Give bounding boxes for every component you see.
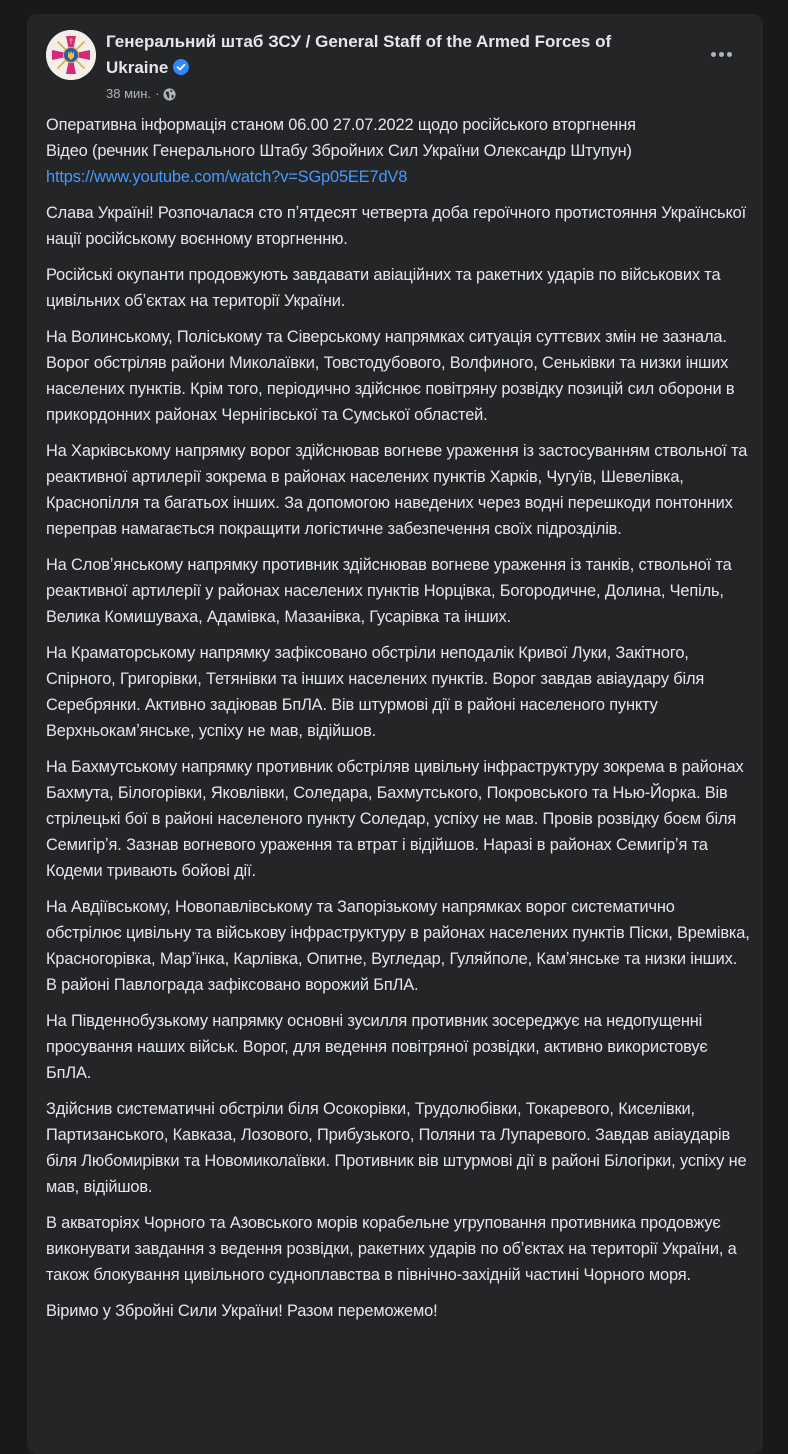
avatar[interactable] — [46, 30, 96, 80]
post-paragraph: На Краматорському напрямку зафіксовано обстріли неподалік Кривої Луки, Закітного, Спірного, Григорівки, Тетянівки та інших населених пунктів. Ворог завдав авіаудару біля Серебрянки. Активно задіював БпЛА. Вів штурмові дії в районі населеного пункту Верхньокамʼянське, успіху не мав, відійшов. — [46, 644, 705, 740]
page-name-link[interactable] — [106, 29, 666, 81]
youtube-video-link[interactable]: https://www.youtube.com/watch?v=SGp05EE7dV8 — [46, 168, 408, 186]
more-options-button[interactable] — [703, 36, 739, 72]
intro-paragraph — [46, 112, 752, 190]
post-paragraph: В акваторіях Чорного та Азовського морів корабельне угруповання противника продовжує виконувати завдання з ведення розвідки, ракетних ударів по обʼєктах на території України, а також блокування цивільного судноплавства в північно-західній частині Чорного моря. — [46, 1214, 737, 1284]
post-paragraph: На Волинському, Поліському та Сіверському напрямках ситуація суттєвих змін не зазнала. Ворог обстріляв райони Миколаївки, Товстодубового, Волфиного, Сеньківки та низки інших населених пунктів. Крім того, періодично здійснює повітряну розвідку позицій сил оборони в прикордонних районах Чернігівської та Сумської областей. — [46, 328, 735, 424]
post-body — [46, 112, 752, 1334]
general-staff-emblem-icon — [46, 30, 96, 80]
more-options-icon-dot — [711, 52, 716, 57]
post-paragraph: На Авдіївському, Новопавлівському та Запорізькому напрямках ворог систематично обстрілює цивільну та військову інфраструктуру в районах населених пунктів Піски, Времівка, Красногорівка, Марʼїнка, Карлівка, Опитне, Вугледар, Гуляйполе, Камʼянське та низки інших. В районі Павлограда зафіксовано ворожий БпЛА. — [46, 898, 750, 994]
verified-badge-icon — [173, 57, 189, 73]
more-options-icon-dot — [719, 52, 724, 57]
globe-icon[interactable] — [163, 88, 176, 101]
post-header — [46, 30, 747, 104]
intro-line-1: Оперативна інформація станом 06.00 27.07.2022 щодо російського вторгнення — [46, 116, 636, 134]
post-paragraph: Російські окупанти продовжують завдавати авіаційних та ракетних ударів по військових та цивільних обʼєктах на території України. — [46, 266, 721, 310]
post-title-block — [106, 29, 666, 103]
post-card — [27, 14, 763, 1454]
intro-line-2: Відео (речник Генерального Штабу Збройних Сил України Олександр Штупун) — [46, 142, 632, 160]
page-name-text: Генеральний штаб ЗСУ / General Staff of the Armed Forces of Ukraine — [106, 32, 612, 77]
post-paragraph: Слава Україні! Розпочалася сто пʼятдесят четверта доба героїчного протистояння Української нації російському воєнному вторгненню. — [46, 204, 747, 248]
post-paragraph: Здійснив систематичні обстріли біля Осокорівки, Трудолюбівки, Токаревого, Киселівки, Партизанського, Кавказа, Лозового, Прибузького, Поляни та Лупаревого. Завдав авіаударів біля Любомирівки та Новомиколаївки. Противник вів штурмові дії в районі Білогірки, успіху не мав, відійшов. — [46, 1100, 747, 1196]
meta-separator: · — [155, 86, 160, 101]
post-meta — [106, 85, 666, 103]
post-paragraph: На Харківському напрямку ворог здійснював вогневе ураження із застосуванням ствольної та реактивної артилерії зокрема в районах населених пунктів Харків, Чугуїв, Шевелівка, Краснопілля та багатьох інших. За допомогою наведених через водні перешкоди понтонних переправ намагається покращити логістичне забезпечення своїх підрозділів. — [46, 442, 748, 538]
post-paragraph: На Словʼянському напрямку противник здійснював вогневе ураження із танків, ствольної та реактивної артилерії у районах населених пунктів Норцівка, Богородичне, Долина, Чепіль, Велика Комишуваха, Адамівка, Мазанівка, Гусарівка та інших. — [46, 556, 732, 626]
more-options-icon-dot — [727, 52, 732, 57]
post-paragraph: На Бахмутському напрямку противник обстріляв цивільну інфраструктуру зокрема в районах Бахмута, Білогорівки, Яковлівки, Соледара, Бахмутського, Покровського та Нью-Йорка. Вів стрілецькі бої в районі населеного пункту Соледар, успіху не мав. Провів розвідку боєм біля Семигірʼя. Зазнав вогневого ураження та втрат і відійшов. Наразі в районах Семигірʼя та Кодеми тривають бойові дії. — [46, 758, 744, 880]
post-timestamp[interactable]: 38 мин. — [106, 86, 152, 101]
post-paragraph: На Південнобузькому напрямку основні зусилля противник зосереджує на недопущенні просування наших військ. Ворог, для ведення повітряної розвідки, активно використовує БпЛА. — [46, 1012, 708, 1082]
post-paragraph: Віримо у Збройні Сили України! Разом переможемо! — [46, 1302, 438, 1320]
